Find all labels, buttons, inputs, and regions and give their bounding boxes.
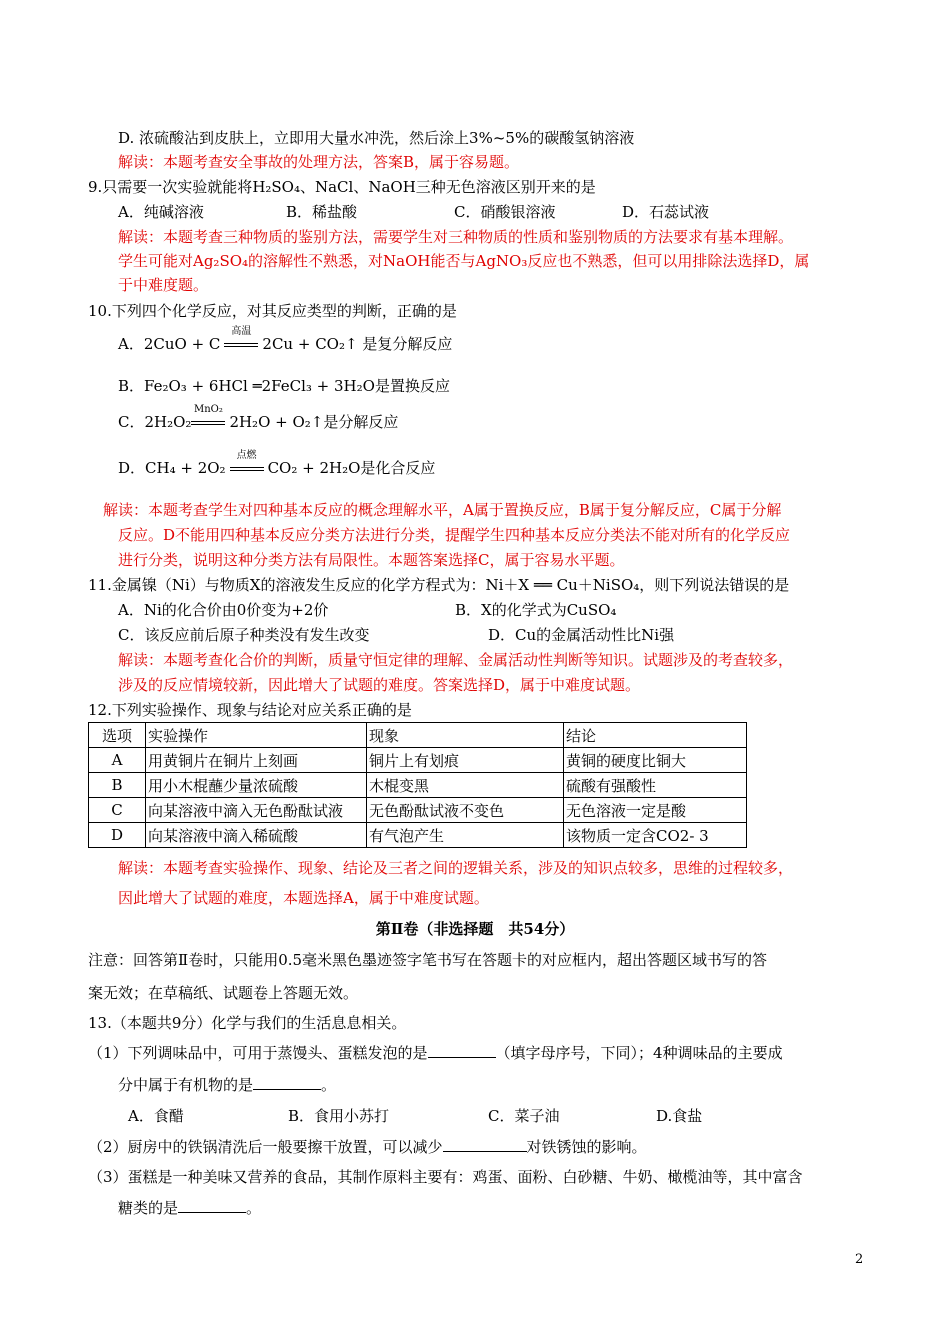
q13-option-b: B．食用小苏打 <box>288 1107 390 1125</box>
q10-explanation-3: 进行分类，说明这种分类方法有局限性。本题答案选择C，属于容易水平题。 <box>118 551 625 569</box>
q13-part-1-line-2 <box>118 1075 336 1095</box>
q13-p1-text-b: （填字母序号，下同）；4种调味品的主要成 <box>495 1044 783 1062</box>
q8-explanation: 解读：本题考查安全事故的处理方法，答案B，属于容易题。 <box>118 153 520 171</box>
cell-conclusion: 无色溶液一定是酸 <box>564 798 747 823</box>
cell-operation: 用小木棍蘸少量浓硫酸 <box>146 773 367 798</box>
q10-stem: 10.下列四个化学反应，对其反应类型的判断，正确的是 <box>88 302 457 320</box>
q10-a-reactants: A．2CuO + C <box>118 335 221 353</box>
condition-label: 高温 <box>231 326 252 337</box>
q9-explanation-1: 解读：本题考查三种物质的鉴别方法，需要学生对三种物质的性质和鉴别物质的方法要求有基本理解。 <box>118 228 794 246</box>
q12-explanation-2: 因此增大了试题的难度，本题选择A，属于中难度试题。 <box>118 889 489 907</box>
page-number: 2 <box>855 1252 864 1267</box>
q10-c-products: 2H₂O + O₂↑是分解反应 <box>229 413 399 431</box>
q11-explanation-2: 涉及的反应情境较新，因此增大了试题的难度。答案选择D，属于中难度试题。 <box>118 676 641 694</box>
q13-part-2 <box>88 1137 647 1157</box>
q13-p2-text-b: 对铁锈蚀的影响。 <box>526 1138 647 1156</box>
cell-operation: 向某溶液中滴入稀硫酸 <box>146 823 367 848</box>
q11-option-b: B．X的化学式为CuSO₄ <box>455 601 617 619</box>
q10-option-d <box>118 450 436 478</box>
part-two-note-2: 案无效；在草稿纸、试题卷上答题无效。 <box>88 984 359 1002</box>
q9-stem: 9.只需要一次实验就能将H₂SO₄、NaCl、NaOH三种无色溶液区别开来的是 <box>88 178 596 196</box>
q13-p2-text-a: （2）厨房中的铁锅清洗后一般要擦干放置，可以减少 <box>88 1138 443 1156</box>
q10-explanation-2: 反应。D不能用四种基本反应分类方法进行分类，提醒学生四种基本反应分类法不能对所有的化学反应 <box>118 526 791 544</box>
answer-blank[interactable] <box>253 1075 321 1090</box>
cell-phenomenon: 木棍变黑 <box>367 773 564 798</box>
table-row <box>89 798 747 823</box>
condition-label: 点燃 <box>236 450 257 461</box>
q9-option-a: A．纯碱溶液 <box>118 203 204 221</box>
q13-option-d: D.食盐 <box>656 1107 703 1125</box>
cell-operation: 向某溶液中滴入无色酚酞试液 <box>146 798 367 823</box>
condition-label: MnO₂ <box>193 404 223 415</box>
cell-option: B <box>89 773 146 798</box>
q11-stem: 11.金属镍（Ni）与物质X的溶液发生反应的化学方程式为：Ni＋X ══ Cu＋NiSO₄，则下列说法错误的是 <box>88 576 790 594</box>
q10-d-products: CO₂ + 2H₂O是化合反应 <box>267 459 436 477</box>
cell-conclusion: 该物质一定含CO2- 3 <box>564 823 747 848</box>
q9-explanation-2: 学生可能对Ag₂SO₄的溶解性不熟悉，对NaOH能否与AgNO₃反应也不熟悉，但可以用排除法选择D，属 <box>118 252 810 270</box>
q13-options <box>128 1106 702 1126</box>
cell-phenomenon: 有气泡产生 <box>367 823 564 848</box>
q9-option-d: D．石蕊试液 <box>622 203 710 221</box>
q13-stem: 13.（本题共9分）化学与我们的生活息息相关。 <box>88 1014 407 1032</box>
answer-blank[interactable] <box>178 1198 246 1213</box>
q13-part-1-line-1 <box>88 1043 783 1063</box>
q13-p1-text-c: 分中属于有机物的是 <box>118 1076 254 1094</box>
q13-p3-text-c: 。 <box>246 1199 262 1217</box>
cell-option: D <box>89 823 146 848</box>
q10-option-c <box>118 404 399 432</box>
q10-c-reactants: C．2H₂O₂ <box>118 413 192 431</box>
header-phenomenon: 现象 <box>367 723 564 748</box>
q13-p1-text-a: （1）下列调味品中，可用于蒸馒头、蛋糕发泡的是 <box>88 1044 428 1062</box>
q12-explanation-1: 解读：本题考查实验操作、现象、结论及三者之间的逻辑关系，涉及的知识点较多，思维的过程较多， <box>118 859 794 877</box>
q13-part-3-line-1: （3）蛋糕是一种美味又营养的食品，其制作原料主要有：鸡蛋、面粉、白砂糖、牛奶、橄榄油等，其中富含 <box>88 1168 803 1186</box>
answer-blank[interactable] <box>428 1043 496 1058</box>
part-two-note-1: 注意：回答第Ⅱ卷时，只能用0.5毫米黑色墨迹签字笔书写在答题卡的对应框内，超出答题区域书写的答 <box>88 951 768 969</box>
q13-option-a: A．食醋 <box>128 1107 184 1125</box>
q11-option-a: A．Ni的化合价由0价变为+2价 <box>118 601 329 619</box>
q8-option-d: D. 浓硫酸沾到皮肤上，立即用大量水冲洗，然后涂上3%~5%的碳酸氢钠溶液 <box>118 129 635 147</box>
q11-option-c: C．该反应前后原子种类没有发生改变 <box>118 626 370 644</box>
cell-phenomenon: 无色酚酞试液不变色 <box>367 798 564 823</box>
q9-option-c: C．硝酸银溶液 <box>454 203 556 221</box>
reaction-condition-ignite <box>230 450 264 476</box>
header-operation: 实验操作 <box>146 723 367 748</box>
cell-conclusion: 硫酸有强酸性 <box>564 773 747 798</box>
q13-p1-text-d: 。 <box>321 1076 337 1094</box>
part-two-title: 第Ⅱ卷（非选择题 共54分） <box>375 920 575 938</box>
q11-option-d: D．Cu的金属活动性比Ni强 <box>488 626 675 644</box>
q10-option-a <box>118 326 453 354</box>
header-conclusion: 结论 <box>564 723 747 748</box>
cell-option: C <box>89 798 146 823</box>
reaction-condition-high-temp <box>224 326 258 352</box>
cell-phenomenon: 铜片上有划痕 <box>367 748 564 773</box>
answer-blank[interactable] <box>443 1137 527 1152</box>
q10-explanation-1: 解读：本题考查学生对四种基本反应的概念理解水平，A属于置换反应，B属于复分解反应，C属于分解 <box>103 501 782 519</box>
cell-conclusion: 黄铜的硬度比铜大 <box>564 748 747 773</box>
table-row <box>89 748 747 773</box>
q9-options <box>118 202 709 222</box>
cell-option: A <box>89 748 146 773</box>
q10-a-products: 2Cu + CO₂↑ 是复分解反应 <box>262 335 453 353</box>
q13-option-c: C．菜子油 <box>488 1107 560 1125</box>
q9-explanation-3: 于中难度题。 <box>118 276 209 294</box>
q13-p3-text-b: 糖类的是 <box>118 1199 179 1217</box>
table-header-row <box>89 723 747 748</box>
table-row <box>89 773 747 798</box>
header-option: 选项 <box>89 723 146 748</box>
cell-operation: 用黄铜片在铜片上刻画 <box>146 748 367 773</box>
q11-explanation-1: 解读：本题考查化合价的判断，质量守恒定律的理解、金属活动性判断等知识。试题涉及的考查较多， <box>118 651 794 669</box>
q10-option-b: B．Fe₂O₃ + 6HCl ═2FeCl₃ + 3H₂O是置换反应 <box>118 377 450 395</box>
experiment-table <box>88 722 747 848</box>
q9-option-b: B．稀盐酸 <box>286 203 358 221</box>
reaction-condition-catalyst <box>191 404 225 430</box>
q12-stem: 12.下列实验操作、现象与结论对应关系正确的是 <box>88 701 412 719</box>
q10-d-reactants: D．CH₄ + 2O₂ <box>118 459 226 477</box>
table-row <box>89 823 747 848</box>
q13-part-3-line-2 <box>118 1198 261 1218</box>
